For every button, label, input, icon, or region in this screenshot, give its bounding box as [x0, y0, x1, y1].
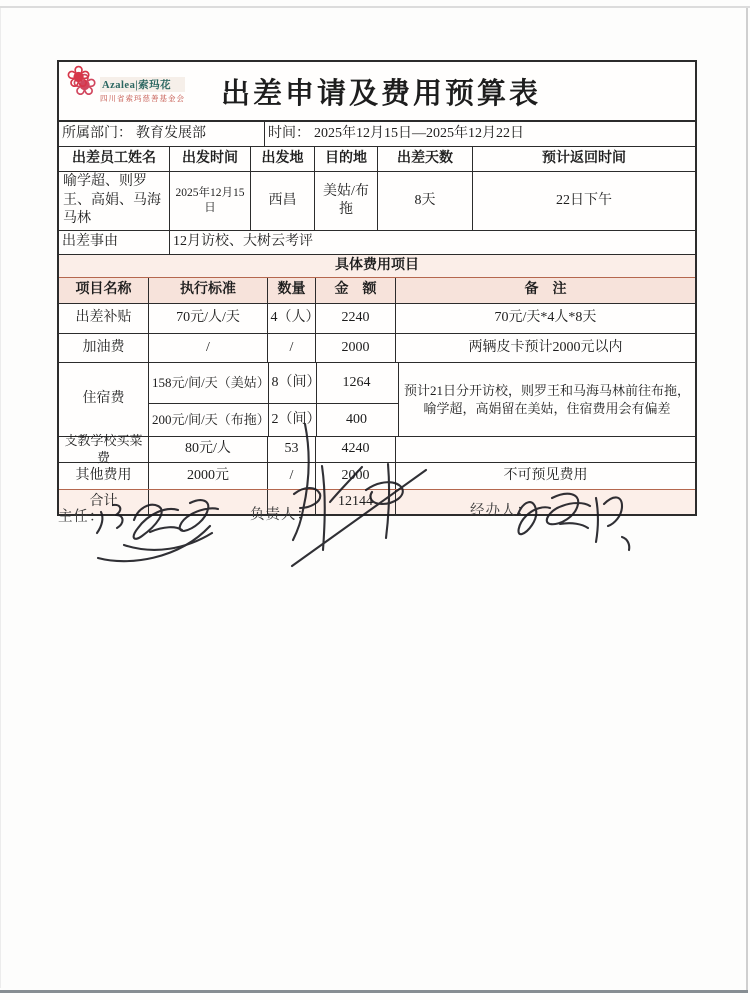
time-label: 时间：: [268, 125, 310, 141]
cost-item-qty: /: [267, 334, 315, 362]
dept-time-row: [59, 120, 695, 146]
total-amount: 12144: [315, 490, 395, 514]
col-header-note: 备 注: [395, 278, 695, 303]
col-header-destination: 目的地: [314, 147, 377, 171]
cost-item-standard: 80元/人: [148, 437, 267, 462]
cost-total-row: [59, 489, 695, 514]
cost-item-qty: 8（间）: [268, 363, 316, 403]
trip-reason-row: [59, 230, 695, 254]
cost-row-other: [59, 462, 695, 489]
cost-item-name: 其他费用: [75, 467, 132, 483]
col-header-origin: 出发地: [250, 147, 314, 171]
cost-item-name: 加油费: [82, 339, 125, 355]
cost-item-name: 住宿费: [82, 391, 125, 407]
cost-item-qty: 2（间）: [268, 404, 316, 436]
department-label: 所属部门：: [62, 125, 132, 141]
col-header-item: 项目名称: [75, 282, 132, 298]
col-header-standard: 执行标准: [148, 278, 267, 303]
cost-item-standard: 200元/间/天（布拖）: [152, 411, 270, 427]
lodging-subtable: [148, 363, 398, 436]
col-header-names: 出差员工姓名: [72, 150, 156, 166]
cost-item-qty: 53: [267, 437, 315, 462]
logo-brand-text: Azalea|索玛花: [100, 77, 185, 92]
cost-item-qty: /: [267, 463, 315, 489]
cost-item-note: 不可预见费用: [395, 463, 695, 489]
total-label: 合计: [89, 493, 118, 509]
scan-edge-top: [0, 6, 750, 8]
return-time-value: 22日下午: [472, 172, 695, 230]
col-header-depart-time: 出发时间: [169, 147, 250, 171]
page-title: 出差申请及费用预算表: [220, 77, 541, 110]
scan-edge-bottom: [0, 990, 748, 993]
cost-item-standard: /: [148, 334, 267, 362]
time-cell: [264, 122, 695, 146]
cost-item-note: 70元/天*4人*8天: [395, 304, 695, 333]
cost-header-row: [59, 277, 695, 303]
employee-names: 喻学超、则罗王、高娟、马海马林: [63, 173, 161, 227]
cost-item-amount: 4240: [315, 437, 395, 462]
lodging-subrow-meigu: [149, 363, 398, 403]
lodging-note: 预计21日分开访校，则罗王和马海马林前往布拖，喻学超，高娟留在美姑，住宿费用会有偏差: [398, 363, 695, 436]
cost-section-title-row: [59, 254, 695, 277]
time-value: 2025年12月15日—2025年12月22日: [314, 125, 524, 141]
azalea-flower-icon: ❀: [66, 61, 92, 94]
depart-date: 2025年12月15日: [169, 172, 250, 230]
travel-request-form: [57, 60, 697, 516]
cost-item-amount: 2000: [315, 463, 395, 489]
scan-edge-right: [746, 8, 748, 990]
cost-item-qty: 4（人）: [267, 304, 315, 333]
cost-row-groceries: [59, 432, 695, 465]
department-value: 教育发展部: [136, 125, 206, 141]
cost-row-lodging: [59, 362, 695, 436]
cost-item-amount: 2240: [315, 304, 395, 333]
col-header-amount: 金 额: [315, 278, 395, 303]
destination-value: 美姑/布拖: [314, 172, 377, 230]
cost-item-standard: 70元/人/天: [148, 304, 267, 333]
col-header-qty: 数量: [267, 278, 315, 303]
cost-item-note: [395, 437, 695, 462]
reason-label: 出差事由: [62, 234, 118, 250]
col-header-return-time: 预计返回时间: [472, 147, 695, 171]
handler-label: 经办人：: [470, 503, 532, 519]
origin-value: 西昌: [250, 172, 314, 230]
department-cell: [59, 122, 264, 146]
cost-item-amount: 1264: [316, 363, 396, 403]
cost-row-fuel: [59, 333, 695, 362]
foundation-logo: [66, 61, 196, 115]
trip-data-row: [59, 171, 695, 230]
director-label: 主任：: [58, 509, 105, 525]
cost-item-standard: 158元/间/天（美姑）: [152, 374, 270, 390]
cost-item-note: 两辆皮卡预计2000元以内: [395, 334, 695, 362]
cost-section-title: 具体费用项目: [335, 257, 419, 273]
cost-row-allowance: [59, 303, 695, 333]
trip-header-row: [59, 146, 695, 171]
total-note-empty: [395, 490, 695, 514]
days-value: 8天: [377, 172, 472, 230]
logo-org-text: 四川省索玛慈善基金会: [100, 94, 185, 103]
manager-label: 负责人：: [250, 507, 312, 523]
reason-value: 12月访校、大树云考评: [169, 231, 695, 254]
col-header-days: 出差天数: [377, 147, 472, 171]
cost-item-standard: 2000元: [148, 463, 267, 489]
cost-item-name: 支教学校买菜费: [64, 432, 143, 465]
cost-item-amount: 400: [316, 404, 396, 436]
scan-edge-left: [0, 8, 1, 988]
cost-item-amount: 2000: [315, 334, 395, 362]
cost-item-name: 出差补贴: [75, 310, 132, 326]
title-row: [59, 62, 695, 120]
lodging-subrow-butuo: [149, 403, 398, 436]
